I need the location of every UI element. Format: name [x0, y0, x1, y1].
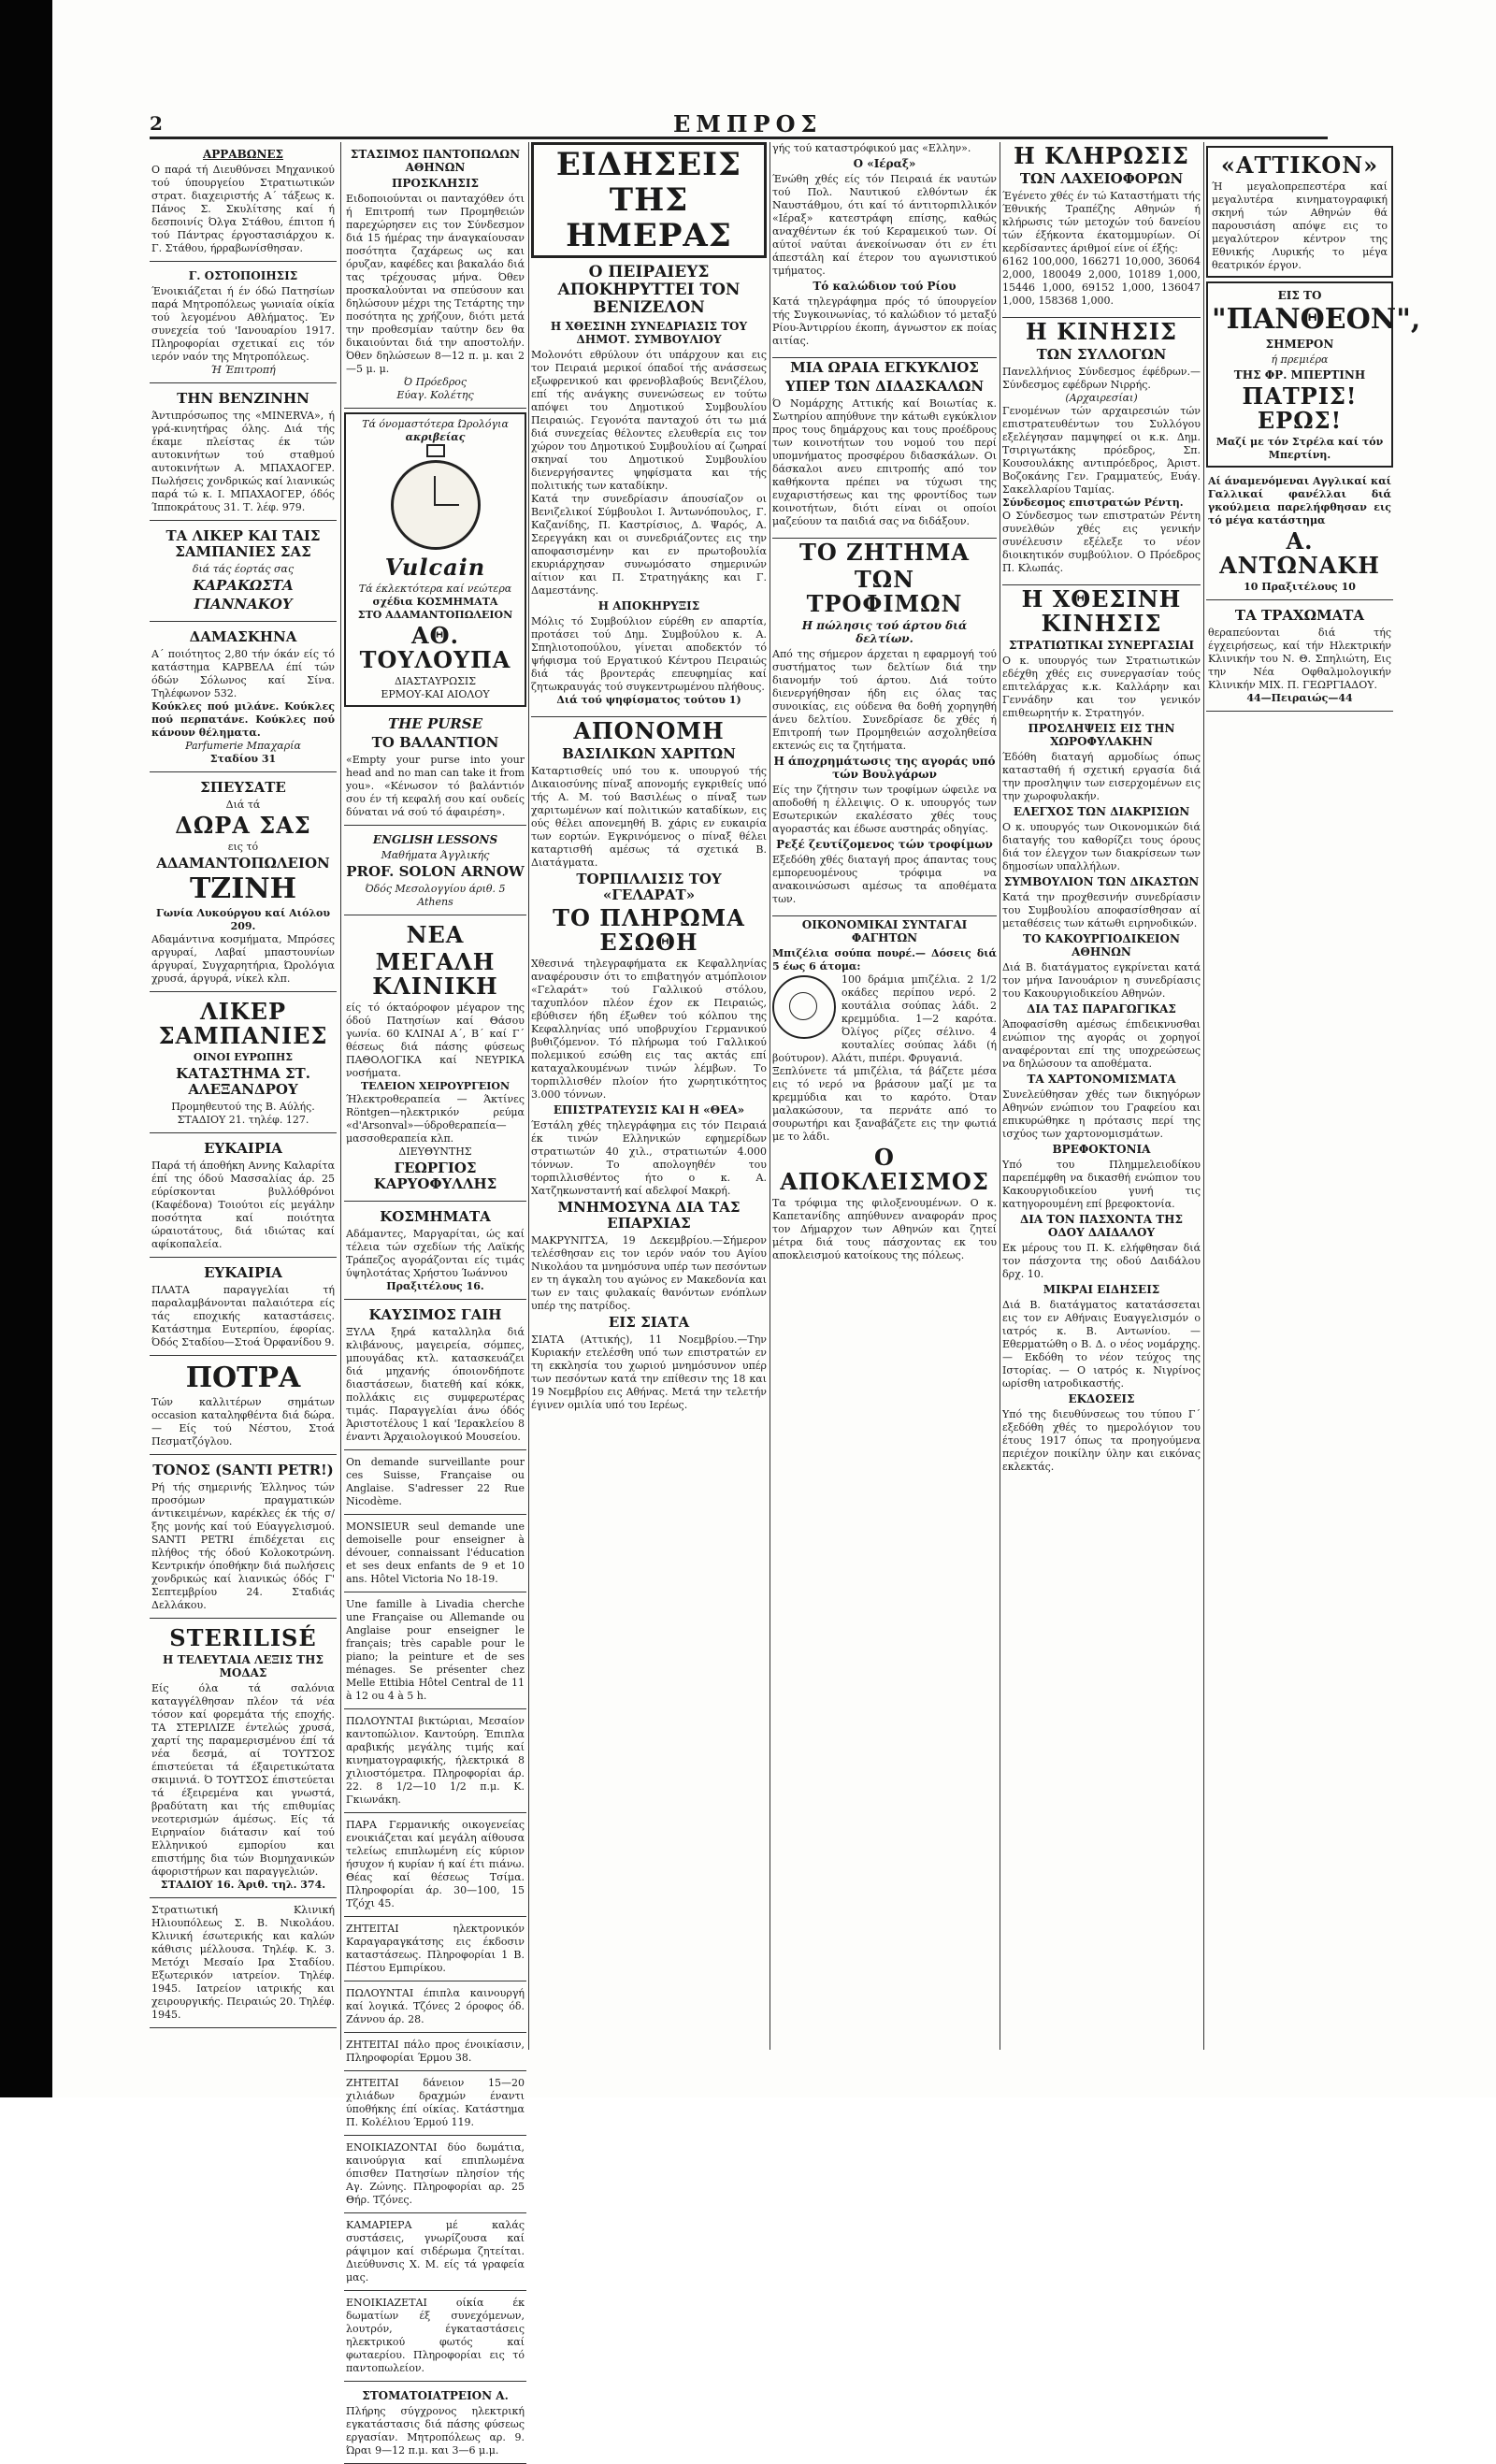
classified-text: MONSIEUR seul demande une demoiselle pour enseigner à dévouer, connaissant l'éducation et ses deux enfants de 9 et 10 ans. Hôtel Victoria No 18-19.: [346, 1520, 525, 1585]
ad-slogan: Τά όνομαστότερα Ώρολόγια: [362, 418, 509, 430]
classified-text: ΕΝΟΙΚΙΑΖΟΝΤΑΙ δύο δωμάτια, καινούργια καί επιπλωμένα όπισθεν Πατησίων πλησίον τής Αγ. Ζώνης. Πληροφορίαι αρ. 25 Θήρ. Τζόνες.: [346, 2141, 525, 2206]
ad-brand: Vulcain: [384, 554, 486, 581]
classified-fr-3: [344, 1594, 526, 1709]
article-heading: ΔΙΑ ΤΑΣ ΠΑΡΑΓΩΓΙΚΑΣ: [1027, 1002, 1176, 1016]
ad-title: STERILISÉ: [169, 1624, 317, 1651]
ad-title: ΤΟΝΟΣ (SANTI PETR!): [152, 1462, 334, 1478]
column-rule: [528, 142, 529, 2050]
article-heading: Η ΚΛΗΡΩΣΙΣ: [1014, 142, 1189, 169]
article-paragraph: Μόλις τό Συμβούλιον εύρέθη εν απαρτία, προτάσει τού Δημ. Συμβούλου κ. Α. Σπηλιοτοπούλου, γίνεται αποδεκτόν τό ψήφισμα τού Εργατικού Κέντρου Πειραιώς διά τάς βροντεράς επευφημίας καί ζητωκραυγάς τού συγκεντρωμένου πλήθους.: [531, 615, 767, 693]
ad-subtitle: Η ΤΕΛΕΥΤΑΙΑ ΛΕΞΙΣ ΤΗΣ ΜΟΔΑΣ: [163, 1653, 324, 1679]
article-paragraph: Είς την ζήτησιν των τροφίμων ώφειλε να αποδοθή η έλλειψις. Ο κ. υπουργός των Εσωτερικών εκαλέσατο χθές τους αγοραστάς και έδωσε αυστηράς οδηγίας.: [772, 784, 997, 835]
article-paragraph: Υπό του Πλημμελειοδίκου παρεπέμφθη να δικασθή ενώπιον του Κακουργιοδικείου γυνή τις κατηγορουμένη επί βρεφοκτονία.: [1002, 1159, 1201, 1210]
ad-address: Όδός Μεσολογγίου άριθ. 5 Athens: [365, 883, 506, 908]
ad-text: Ή μεγαλοπρεπεστέρα καί μεγαλυτέρα κινηματογραφική σκηνή τών Αθηνών θά παρουσιάση απόψε εις το μεγαλύτερον κέντρον της Εθνικής Λυρικής το μέγα θεατρικόν έργον.: [1212, 180, 1388, 271]
ad-address: ΣΤΑΔΙΟΥ 16. Άριθ. τηλ. 374.: [160, 1879, 326, 1891]
article-heading: ΤΩΝ ΤΡΟΦΙΜΩΝ: [806, 566, 963, 617]
article-heading: ΕΚΔΟΣΕΙΣ: [1068, 1392, 1135, 1405]
ad-address: Προμηθευτού της Β. Αύλής. ΣΤΑΔΙΟΥ 21. τηλέφ. 127.: [171, 1101, 315, 1126]
ad-text: είς τό όκταόροφον μέγαρον της όδού Πατησίων καί Θάσου γωνία. 60 ΚΛΙΝΑΙ Α΄, Β΄ καί Γ΄ θέσεως διά πάσης φύσεως ΠΑΘΟΛΟΓΙΚΑ καί ΝΕΥΡΙΚΑ νοσήματα.: [346, 1001, 525, 1079]
column-3: [531, 142, 767, 2050]
notice-text: Ειδοποιούνται οι πανταχόθεν ότι ή Επιτροπή των Προμηθειών παρεχώρησεν εις τον Σύνδεσμον διά 15 ήμέρας την άναγκαίουσαν ποσότητα ζαχάρεως ως και όρυζαν, καφέδες και βακαλάο διά τας τρέχουσας μήνα. Όθεν προσκαλούνται να σπεύσουν και δηλώσουν μέχρι της Τετάρτης την ποσότητα ης χρήζουν, διότι μετά την προθεσμίαν ταύτην δεν θα δικαιούνται διά την αποστολήν. Όθεν δηλώσεων 8—12 π. μ. και 2—5 μ. μ.: [346, 193, 525, 375]
ad-subtitle: ΔΙΕΥΘΥΝΤΗΣ: [398, 1146, 472, 1158]
ad-address: Πραξιτέλους 16.: [386, 1280, 484, 1292]
column-2: [344, 142, 526, 2457]
article-paragraph: Πανελλήνιος Σύνδεσμος έφέδρων.— Σύνδεσμος εφέδρων Νιρρής.: [1002, 366, 1201, 391]
trachoma-ad: [1206, 602, 1393, 712]
ad-subtitle: Μαθήματα Άγγλικής: [381, 849, 490, 861]
article-paragraph: Κατά τηλεγράφημα πρός τό ύπουργείον τής Συγκοινωνίας, τό καλώδιον τό μεταξύ Ρίου-Άντιρρίου έκοπη, άγνωστον εκ ποίας αιτίας.: [772, 295, 997, 347]
article-paragraph: ΣΙΑΤΑ (Αττικής), 11 Νοεμβρίου.—Την Κυριακήν ετελέσθη υπό των επιστρατών εν τη εκκλησία του χωριού μνημόσυνον υπέρ των πεσόντων κατά την επίθεσιν της 18 και 19 Νοεμβρίου εις Αθήνας. Μετά την τελετήν έγινεν ομιλία υπό του Ιερέως.: [531, 1333, 767, 1411]
watch-ad: [344, 412, 526, 707]
notice-text: Ένοικιάζεται ή έν όδώ Πατησίων παρά Μητροπόλεως γωνιαία οίκία τού λεγομένου Αθλήματος. Έν συνεχεία τού 'Ιανουαρίου 1917. Πληροφορίαι σχετικαί εις τόν ιερόν ναόν της Μητροπόλεως.: [151, 285, 335, 363]
ad-text: ΞΥΛΑ ξηρά καταλληλα διά κλιβάνους, μαγειρεία, σόμπες, μπουγάδας κτλ. κατασκευάζει διά μηχανής όποιονδήποτε διαστάσεων, διατεθή καί κόκκ, πολλάκις εις συμφερωτέρας τιμάς. Παραγγελίαι άνω όδός Άριστοτέλους 1 καί 'Ιερακλείου 8 έναντι Άρχαιολογικού Μουσείου.: [346, 1326, 525, 1443]
ad-address: Σταδίου 31: [209, 753, 277, 765]
dentist-ad: [344, 2384, 526, 2464]
ad-shop: Α. ΑΝΤΩΝΑΚΗ: [1219, 527, 1380, 579]
article-heading: Η ΚΙΝΗΣΙΣ: [1026, 318, 1177, 345]
ad-text: Α΄ ποιότητος 2,80 τήν όκάν είς τό κατάστημα ΚΑΡΒΕΛΑ έπί τών όδών Σόλωνος καί Σίνα. Τηλέφωνον 532.: [151, 648, 335, 699]
plums-ad: [150, 624, 337, 772]
ad-title: ΤΑ ΤΡΑΧΩΜΑΤΑ: [1234, 607, 1365, 624]
ad-subtitle: ΤΕΛΕΙΟΝ ΧΕΙΡΟΥΡΓΕΙΟΝ: [360, 1080, 511, 1092]
ad-address: 10 Πραξιτέλους 10: [1244, 581, 1356, 593]
article-paragraph: Ο κ. υπουργός των Οικονομικών διά διαταγής του καθορίζει τους όρους διά τον έλεγχον των διακρίσεων των δημοσίων υπαλλήλων.: [1002, 821, 1201, 872]
ad-title: ΤΟ ΒΑΛΑΝΤΙΟΝ: [371, 734, 499, 751]
firewood-ad: [344, 1302, 526, 1450]
article-heading: ΤΟ ΖΗΤΗΜΑ: [798, 539, 971, 566]
article-heading: ΤΩΝ ΣΥΛΛΟΓΩΝ: [1036, 346, 1167, 363]
article-heading: Η ΑΠΟΚΗΡΥΞΙΣ: [597, 599, 700, 612]
ad-title: "ΠΑΝΘΕΟΝ",: [1212, 303, 1421, 336]
notice-signature: Εύαγ. Κολέτης: [396, 389, 474, 401]
article-paragraph: Ο κ. υπουργός των Στρατιωτικών εδέχθη χθές εις συνεργασίαν τούς επιτελάρχας κ.κ. Καλλάρην και Γεννάδην και τον γενικόν επιθεωρητήν κ. Στρατηγόν.: [1002, 655, 1201, 719]
separator: [772, 348, 997, 358]
article-paragraph: Ένώθη χθές είς τόν Πειραιά έκ ναυτών τού Πολ. Ναυτικού ελθόντων έκ Ναυστάθμου, ότι καί τό άντιτορπιλλικόν «Ιέραξ» κατεστράφη επίσης, καθώς αναχθέντων έκ τού Κεραμεικού των. Οί αύτοί ναύται άνεκοίνωσαν ότι εν έτι άπεστάλη καί έτερον του αγωνιστικού τμήματος.: [772, 173, 997, 277]
ad-text: Αδάμαντες, Μαργαρίται, ώς καί τέλεια τών σχεδίων τής Λαϊκής Τράπεζος αγοράζονται είς τιμάς ύψηλοτάτας Χρήστου Ίωάννου: [346, 1228, 525, 1279]
article-heading: Ρεξέ ζευτίζομενος τών τροφίμων: [776, 838, 993, 851]
recipe-title: Μπιζέλια σούπα πουρέ.— Δόσεις διά 5 έως 6 άτομα:: [772, 947, 997, 973]
ad-title: «ΑΤΤΙΚΟΝ»: [1220, 151, 1379, 179]
article-paragraph: Μολονότι εθρύλουν ότι υπάρχουν και εις τον Πειραιά μερικοί όπαδοί τής ανάσσεως εξωφρενικού και φρενοβλαβούς Βενιζέλου, επί τής ανάγκης συνενώσεως εν τούτω απόψει του Δημοτικού Συμβουλίου Πειραιώς. Γεγονότα πανταχού ότι τω μιά διά συνεχείας θέλοντες ελευθερία εις τον χώρον του Δημοτικού Συμβουλίου αί ζωηραί σκηναί του Δημοτικού Συμβουλίου διενεργήσαντες ψηφίσματα και τής πολιτικής των καταδίκην.: [531, 349, 767, 492]
classified-fr-2: [344, 1517, 526, 1592]
separator: [772, 528, 997, 539]
column-4: [772, 142, 997, 2050]
article-paragraph: Ο Σύνδεσμος των επιστρατών Ρέντη συνελθών χθές εις γενικήν συνέλευσιν εξέλεξε το νέον διοικητικόν συμβούλιον. Ο Πρόεδρος Π. Κλωπάς.: [1002, 510, 1201, 574]
ad-text: Είς όλα τά σαλόνια καταγγέλθησαν πλέον τά νέα τόσον καί φορεμάτα τής εποχής. ΤΑ ΣΤΕΡΙΛΙΖΕ έντελώς χρυσά, χαρτί της παραμερισμένου έπί τά νέα δεσμά, αί ΤΟΥΤΣΟΣ έπιστεύεται τά έξαιρετικώτατα σκιμινιά. Ό ΤΟΥΤΣΟΣ έπιστεύεται τά έξειρεμένα και γνωστά, βραδύτατη και τής επιθυμίας νεοτερισμών άμέσως. Είς τά Ειρηναίον διάτασιν καί τού Ελληνικού εμπορίου και επιστήμης δια τών Βιομηχανικών άφοριστήρων και παραγγελιών.: [151, 1682, 335, 1878]
classified-7: [344, 2138, 526, 2213]
ad-title: ΠΟΤΡΑ: [185, 1362, 301, 1394]
ad-line: ΕΙΣ ΤΟ: [1277, 289, 1322, 302]
classified-text: ΠΑΡΑ Γερμανικής οικογενείας ενοικιάζεται καί μεγάλη αίθουσα τελείως επιπλωμένη είς κύριον ήσυχον ή κυρίαν ή καί έτι πιάνω. Θέας καί θέσεως Τσίμα. Πληροφορίαι άρ. 30—100, 15 Τζόχι 45.: [346, 1819, 525, 1909]
notice-text: Ο παρά τή Διευθύνσει Μηχανικού τού ύπουργείου Στρατιωτικών στρατ. διαχειριστής Α΄ τάξεως κ. Πάνος Σ. Σκυλίτσης καί ή δεσποινίς Όλγα Στάθου, έπιτοπ ή τού Πάντρας έργοστασιάρχου κ. Γ. Στάθου, ήρραβωνίσθησαν.: [151, 164, 335, 254]
benzine-ad: [150, 385, 337, 521]
separator: [531, 707, 767, 717]
article-heading: ΒΑΣΙΛΙΚΩΝ ΧΑΡΙΤΩΝ: [562, 745, 736, 762]
pocket-watch-icon: [391, 460, 481, 550]
article-heading: ΕΙΣ ΣΙΑΤΑ: [608, 1314, 690, 1331]
article-subheading: Σύνδεσμος επιστρατών Ρέντη.: [1002, 497, 1184, 509]
article-paragraph: Γενομένων τών αρχαιρεσιών τών επιστρατευθέντων του Συλλόγου εξελέγησαν παμψηφεί οι κ.κ. Δημ. Τσιριγωτάκης πρόεδρος, Σπ. Κουσουλάκης αντιπρόεδρος, Άριστ. Βοζοκάνης Γεν. Γραμματεύς, Ευάγ. Σακελλαρίου Ταμίας.: [1002, 405, 1201, 496]
classified-text: ΖΗΤΕΙΤΑΙ δάνειον 15—20 χιλιάδων δραχμών έναντι ύποθήκης έπί οίκίας. Κατάστημα Π. Κολέλιου Έρμού 119.: [346, 2077, 525, 2128]
masthead: [150, 110, 1328, 139]
ad-address: 44—Πειραιώς—44: [1246, 692, 1353, 704]
ad-text: ΠΛΑΤΑ παραγγελίαι τή παραλαμβάνονται παλαιότερα είς τάς εποχικής καταστάσεις. Κατάστημα Ευτερπίου, έφορίας. Όδός Σταδίου—Στοά Όρφανίδου 9.: [151, 1284, 335, 1348]
article-heading: ΜΝΗΜΟΣΥΝΑ ΔΙΑ ΤΑΣ ΕΠΑΡΧΙΑΣ: [557, 1199, 741, 1232]
article-heading: ΟΙΚΟΝΟΜΙΚΑΙ ΣΥΝΤΑΓΑΙ ΦΑΓΗΤΩΝ: [801, 918, 968, 944]
article-heading: ΕΛΕΓΧΟΣ ΤΩΝ ΔΙΑΚΡΙΣΙΩΝ: [1013, 805, 1190, 818]
article-paragraph: Καταρτισθείς υπό του κ. υπουργού τής Δικαιοσύνης πίναξ απονομής εγκριθείς υπό τής Α. Μ. τού Βασιλέως ο πίναξ των χαριτωμένων καί πολιτικών καταδίκων, εις ούς θέλει απονεμηθή Β. χάρις εν ευκαιρία των εορτών. Εγκρινόμενος ο πίναξ θέλει καταρτισθή αμέσως τά σχετικά Β. Διατάγματα.: [531, 765, 767, 869]
ad-text: Άντιπρόσωπος της «MINERVA», ή γρά-κινητήρας όλης. Διά τής έκαμε πλείστας έκ τών αυτοκινήτων τού σταθμού αυτοκινήτων Α. ΜΠΑΧΑΟΓΕΡ. Πωλήσεις χονδρικώς καί λιανικώς παρά τώ κ. Ι. ΜΠΑΧΑΟΓΕΡ, όδός Ίπποκράτους 31. Τ. λέφ. 979.: [151, 410, 336, 513]
ad-name: ΓΕΩΡΓΙΟΣ ΚΑΡΥΟΦΥΛΛΗΣ: [373, 1160, 497, 1192]
ad-line: Μαζί με τόν Στρέλα καί τόν Μπερτίνη.: [1216, 436, 1384, 461]
liqueur-shop-ad: [150, 994, 337, 1133]
ad-subtitle: διά τάς έορτάς σας: [192, 563, 295, 575]
grocers-notice: [344, 142, 526, 409]
ad-title: ΛΙΚΕΡ ΣΑΜΠΑΝΙΕΣ: [158, 998, 328, 1049]
article-paragraph: Έδόθη διαταγή αρμοδίως όπως κατασταθή ή σχετική εργασία διά την προσληψιν των εισερχομένων εις την χωροφυλακήν.: [1002, 751, 1201, 802]
new-clinic-ad: [344, 917, 526, 1202]
column-5: [1002, 142, 1201, 2050]
ad-title: ΝΕΑ: [406, 921, 465, 948]
article-paragraph: Άποφασίσθη αμέσως έπιδεικνυσθαι ενώπιον της αγοράς οι χορηγοί αναφέρονται επί της υποχρεώσεως να δηλώσουν τα αποθέματα.: [1002, 1018, 1201, 1070]
article-heading: ΤΟ ΠΛΗΡΩΜΑ ΕΣΩΘΗ: [553, 904, 745, 956]
sterilise-ad: [150, 1621, 337, 1898]
ad-title: ENGLISH LESSONS: [372, 833, 498, 846]
ad-line: ΣΤΟ ΑΔΑΜΑΝΤΟΠΩΛΕΙΟΝ: [357, 609, 513, 621]
ad-title: ΕΥΚΑΙΡΙΑ: [204, 1264, 282, 1281]
article-paragraph: Χθεσινά τηλεγραφήματα εκ Κεφαλληνίας αναφέρουσιν ότι το επιβατηγόν ατμόπλοιον «Γελαράτ» τού Γαλλικού στόλου, ταχυπλόον πλέον έχον εκ Πειραιώς, εβύθισεν ήδη έξωθεν τού κόλπου της Κεφαλληνίας υπό υποβρυχίου Γερμανικού βυθιζόμενον. Τό πλήρωμα τού Γαλλικού πολεμικού εσώθη εις τας ακτάς επί καταχαλκουμένων τινών λέμβων. Το τορπιλλισθέν πλοίον ήτο χωρητικότητος 3.000 τόννων.: [531, 958, 767, 1101]
ad-title: ΔΑΜΑΣΚΗΝΑ: [189, 628, 297, 645]
ad-line: Τά έκλεκτότερα καί νεώτερα: [358, 583, 512, 595]
article-heading: ΥΠΕΡ ΤΩΝ ΔΙΔΑΣΚΑΛΩΝ: [784, 378, 985, 395]
ad-title: ΣΤΟΜΑΤΟΙΑΤΡΕΙΟΝ Α.: [362, 2389, 509, 2402]
attikon-ad: [1206, 146, 1393, 278]
article-heading: Ο «Ιέραξ»: [853, 157, 916, 170]
purse-ad: [344, 711, 526, 826]
jeweller-ad: [150, 774, 337, 992]
engagement-notice: [150, 142, 337, 262]
article-paragraph: Συνελεύθησαν χθές των δικηγόρων Αθηνών ενώπιον του Γραφείου και επικυρώθηκε η πρότασις περί της ισχύος των χαρτονομισμάτων.: [1002, 1088, 1201, 1140]
separator: [772, 906, 997, 916]
binding-shadow: [0, 0, 52, 2097]
ad-title: ΤΗΝ ΒΕΝΖΙΝΗΝ: [177, 390, 309, 407]
ad-text: Στρατιωτική Κλινική Ηλιουπόλεως Σ. Β. Νικολάου. Κλινική έσωτερικής και καλών κάθισις μέλλουσα. Τηλέφ. Κ. 3. Μετόχι Μεσαίο Ιρα Σταδίου. Εξωτερικόν ιατρείον. Τηλέφ. 1945. Ιατρείον ιατρικής και χειρουργικής. Πειραιώς 20. Τηλέφ. 1945.: [151, 1904, 335, 2021]
pantheon-ad: [1206, 281, 1421, 468]
article-paragraph: Τα τρόφιμα της φιλοξενουμένων. Ο κ. Καπετανίδης απηύθυνεν αναφοράν προς τον Δήμαρχον των Αθηνών και ζητεί μέτρα διά τους πάσχοντας εκ του αποκλεισμού κατοίκους της πόλεως.: [772, 1197, 997, 1261]
article-heading: Τό καλώδιον τού Ρίου: [813, 280, 957, 293]
article-heading: ΜΙΚΡΑΙ ΕΙΔΗΣΕΙΣ: [1043, 1283, 1160, 1296]
tuna-ad: [150, 1457, 337, 1619]
ad-text: Ήλεκτροθεραπεία — Άκτίνες Röntgen—ηλεκτρικόν ρεύμα «d'Arsonval»—ύδροθεραπεία—μασσοθεραπεία κλπ.: [346, 1093, 525, 1145]
classified-text: On demande surveillante pour ces Suisse, Française ou Anglaise. S'adresser 22 Rue Nicodème.: [346, 1456, 525, 1507]
article-heading: ΤΩΝ ΛΑΧΕΙΟΦΟΡΩΝ: [1019, 170, 1184, 187]
lead-headline: Ο ΠΕΙΡΑΙΕΥΣ ΑΠΟΚΗΡΥΤΤΕΙ ΤΟΝ ΒΕΝΙΖΕΛΟΝ: [557, 263, 741, 317]
jewelry-buy-ad: [344, 1203, 526, 1300]
article-paragraph: Κατά την προχθεσινήν συνεδρίασιν του Συμβουλίου αποφασίσθησαν αί μεταθέσεις των κάτωθι ειρηνοδικών.: [1002, 891, 1201, 929]
ad-line: ΤΗΣ ΦΡ. ΜΠΕΡΤΙΝΗ: [1233, 368, 1366, 382]
newspaper-title: ΕΜΠΡΟΣ: [673, 110, 823, 137]
recipe-method: Ξεπλύνετε τά μπιζέλια, τά βάζετε μέσα εις τό νερό να βράσουν μαζί με τα κρεμμύδια και το καρότο. Όταν μαλακώσουν, τα περνάτε από το σουρωτήρι και ξαναβάζετε εις την φωτιά με το λάδι.: [772, 1065, 997, 1143]
liqueur-ad: [150, 523, 337, 622]
ad-title: ΤΑ ΛΙΚΕΡ ΚΑΙ ΤΑΙΣ ΣΑΜΠΑΝΙΕΣ ΣΑΣ: [165, 527, 321, 560]
page-number: 2: [150, 112, 163, 135]
ad-title: THE PURSE: [387, 715, 483, 732]
article-heading: Ο ΑΠΟΚΛΕΙΣΜΟΣ: [780, 1144, 989, 1195]
article-paragraph: Έγένετο χθές έν τώ Καταστήματι τής Έθνικής Τραπέζης Αθηνών ή κλήρωσις τών μετοχών τού δανείου τών έξήκοντα έκατομμυρίων. Οί κερδίσαντες άριθμοί είνε οί έξής:: [1002, 190, 1201, 254]
article-heading: Η ΧΘΕΣΙΝΗ ΚΙΝΗΣΙΣ: [1021, 585, 1182, 637]
ad-title: ΣΠΕΥΣΑΤΕ: [200, 779, 286, 796]
classified-text: Une famille à Livadia cherche une Française ou Allemande ou Anglaise pour enseigner le français; très capable pour le piano; la peinture et de ses ménages. Se présenter chez Melle Ettibia Hôtel Central de 11 à 12 ou 4 à 5 h.: [346, 1598, 525, 1702]
ad-name: ΓΙΑΝΝΑΚΟΥ: [194, 596, 293, 612]
ad-line: ΣΗΜΕΡΟΝ: [1265, 338, 1334, 351]
classified-4: [344, 1983, 526, 2033]
article-paragraph: Εκ μέρους του Π. Κ. ελήφθησαν διά τον πάσχοντα της οδού Δαιδάλου δρχ. 10.: [1002, 1242, 1201, 1280]
ad-list: Κούκλες πού μιλάνε. Κούκλες πού περπατάνε. Κούκλες πού κάνουν θέληματα.: [151, 700, 335, 739]
english-lessons-ad: [344, 828, 526, 915]
lead-subheadline: Η ΧΘΕΣΙΝΗ ΣΥΝΕΔΡΙΑΣΙΣ ΤΟΥ ΔΗΜΟΤ. ΣΥΜΒΟΥΛΙΟΥ: [550, 320, 748, 346]
ad-text: Παρά τή άποθήκη Αννης Καλαρίτα έπί της όδού Μασσαλίας άρ. 25 εύρίσκονται βυλλόθρόνοι (Καφέδονα) Τοιούτοι είς μεγάλην ποσότητα καί ποιότητα ώραιοτάτους, διά ιδιώτας καί αφίκοπαλεία.: [151, 1160, 335, 1250]
article-paragraph: ΜΑΚΡΥΝΙΤΣΑ, 19 Δεκεμβρίου.—Σήμερον τελέσθησαν εις τον ιερόν ναόν του Αγίου Νικολάου τα μνημόσυνα υπέρ των πεσόντων εν τη άγκαλη του αγώνος εν Μακεδονία και των εν ταις φυλακαίς θανόντων ενόπλων υπέρ της πατρίδος.: [531, 1234, 767, 1312]
potra-ad: [150, 1358, 337, 1455]
ad-address: ΕΡΜΟΥ-ΚΑΙ ΑΙΟΛΟΥ: [381, 688, 490, 700]
article-heading: ΔΙΑ ΤΟΝ ΠΑΣΧΟΝΤΑ ΤΗΣ ΟΔΟΥ ΔΑΙΔΑΛΟΥ: [1020, 1213, 1183, 1239]
notice-signature: Ή Έπιτροπή: [210, 364, 276, 376]
ad-line: ΔΙΑΣΤΑΥΡΩΣΙΣ: [395, 675, 476, 687]
article-paragraph: Διά Β. διατάγματος κατατάσσεται εις τον εν Αθήναις Ευαγγελισμόν ο ιατρός κ. Β. Αντωνίου. — Εθερματώθη ο Β. Δ. ο νέος νομάρχης. — Εκδόθη το νέον τεύχος της Ιστορίας. — Ο ιατρός κ. Νιγρίνος ωρίσθη ιατροδικαστής.: [1002, 1299, 1201, 1390]
classified-text: ΠΩΛΟΥΝΤΑΙ βικτώριαι, Μεσαίον καντοπώλιον. Καντούρη. Έπιπλα αραβικής μεγάλης τιμής καί κινηματογραφικής, ήλεκτρικά 8 χιλιοστόμετρα. Πληροφορίαι άρ. 22. 8 1/2—10 1/2 π.μ. Κ. Γκιωνάκη.: [346, 1715, 525, 1806]
classified-5: [344, 2035, 526, 2071]
article-paragraph: Ό Νομάρχης Αττικής καί Βοιωτίας κ. Σωτηρίου απηύθυνε την κάτωθι εγκύκλιον προς τους δημάρχους και τους προέδρους των κοινοτήτων του νομού του περί υπομνήματος προσφέρου διδασκάλων. Οι δάσκαλοι ανευ επιτροπής από τον καθήκοντα πρέπει να τύχωσι της ευχαριστήσεως και της φροντίδος των κοινοτήτων, διότι είναι οι οποίοι μαζεύουν τα παιδιά σας να διδάξουν.: [772, 397, 997, 527]
ad-subtitle: ΟΙΝΟΙ ΕΥΡΩΠΗΣ: [193, 1051, 294, 1063]
ad-title: ΜΕΓΑΛΗ ΚΛΙΝΙΚΗ: [372, 948, 498, 1000]
classified-text: ΖΗΤΕΙΤΑΙ ηλεκτρονικόν Καραγαραγκάτσης εις έκδοσιν καταστάσεως. Πληροφορίαι 1 Β. Πέστου Εμπιρίκου.: [346, 1923, 525, 1974]
classified-text: ΚΑΜΑΡΙΕΡΑ μέ καλάς συστάσεις, γνωρίζουσα καί ράψιμον καί σιδέρωμα ζητείται. Διεύθυνσις Χ. Μ. είς τά γραφεία μας.: [346, 2219, 525, 2284]
ad-text: θεραπεύονται διά τής έγχειρήσεως, καί τήν Ηλεκτρικήν Κλινικήν του Ν. Θ. Σπηλιώτη, Εις την Νέα Οφθαλμολογικήν Κλινικήν ΜΙΧ. Π. ΓΕΩΡΓΙΑΔΟΥ.: [1208, 627, 1391, 691]
ad-line: ΔΩΡΑ ΣΑΣ: [175, 812, 311, 839]
article-paragraph: Από της σήμερον άρχεται η εφαρμογή τού συστήματος των δελτίων διά την διανομήν τού άρτου. Διά τούτο διενεργήθησαν ήδη εις όλας τας συνοικίας, εις ούδενα θα δοθή χορηγηθή άνευ δελτίου. Συνεδρίασε δε χθές ή Επιτροπή των Προμηθειών ασχοληθείσα εκτενώς εις τα ζητήματα.: [772, 648, 997, 752]
notice-title: ΑΡΡΑΒΩΝΕΣ: [202, 148, 284, 161]
ad-title: ΚΑΥΣΙΜΟΣ ΓΑΙΗ: [368, 1306, 502, 1323]
classified-9: [344, 2293, 526, 2382]
clinic-ad: [150, 1900, 337, 2028]
article-paragraph: Υπό της διευθύνσεως του τύπου Γ΄ εξεδόθη χθές το ημερολόγιον του έτους 1917 όπως τα προηγούμενα περιέχον ποικίλην ύλην και εικόνας εκλεκτάς.: [1002, 1408, 1201, 1473]
ad-shop: Parfumerie Μπαχαρία: [185, 740, 301, 752]
ad-title: ΕΥΚΑΙΡΙΑ: [204, 1140, 282, 1157]
ad-subtitle: Διά τά: [225, 799, 261, 811]
classified-8: [344, 2215, 526, 2291]
article-heading: ΤΑ ΧΑΡΤΟΝΟΜΙΣΜΑΤΑ: [1027, 1073, 1176, 1086]
ad-line: εις τό: [227, 841, 259, 853]
classified-3: [344, 1919, 526, 1981]
ad-line: ή πρεμιέρα: [1271, 353, 1329, 366]
ad-title: ΚΟΣΜΗΜΑΤΑ: [380, 1208, 491, 1225]
classified-1: [344, 1711, 526, 1813]
column-1: [150, 142, 337, 2050]
ad-line: ΑΔΑΜΑΝΤΟΠΩΛΕΙΟΝ: [156, 855, 330, 872]
ad-name: ΚΑΡΑΚΩΣΤΑ: [193, 577, 294, 594]
classified-text: ΠΩΛΟΥΝΤΑΙ έπιπλα καινουργή καί λογικά. Τζόνες 2 όροφος όδ. Ζάννου άρ. 28.: [346, 1987, 525, 2025]
article-subheading: (Αρχαιρεσίαι): [1065, 392, 1138, 404]
article-heading: ΤΟ ΚΑΚΟΥΡΓΙΟΔΙΚΕΙΟΝ ΑΘΗΝΩΝ: [1023, 932, 1180, 958]
bargain-ad-1: [150, 1135, 337, 1258]
classified-text: ΖΗΤΕΙΤΑΙ πάλο προς ένοικίασιν, Πληροφορίαι Έρμου 38.: [346, 2039, 525, 2064]
classified-fr-1: [344, 1452, 526, 1515]
classified-6: [344, 2073, 526, 2136]
notice-title: ΣΤΑΣΙΜΟΣ ΠΑΝΤΟΠΩΛΩΝ ΑΘΗΝΩΝ: [350, 148, 521, 174]
article-heading: ΠΡΟΣΛΗΨΕΙΣ ΕΙΣ ΤΗΝ ΧΩΡΟΦΥΛΑΚΗΝ: [1028, 722, 1175, 748]
notice-title: Γ. ΟΣΤΟΠΟΙΗΣΙΣ: [188, 269, 298, 282]
ad-brand: ΤΖΙΝΗ: [189, 872, 297, 905]
article-paragraph: Κατά την συνεδρίασιν άπουσίαζον οι Βενιζελικοί Σύμβουλοι Ι. Άντωνόπουλος, Γ. Καζανίδης, Π. Καστρίσιος, Δ. Ψαρός, Α. Σερεγγάκη και οι συνεδριάζοντες εις την αποφασισμένην και εν πρωτοβουλία εκυριάρχησαν συνωμόσατο σημερινών αίτιον και Π. Στρατηγάκης και Γ. Δαμεστάνης.: [531, 493, 767, 597]
column-rule: [1203, 142, 1204, 2050]
classified-text: ΕΝΟΙΚΙΑΖΕΤΑΙ οίκία έκ δωματίων έξ συνεχόμενων, λουτρόν, έγκαταστάσεις ηλεκτρικού φωτός καί φωταερίου. Πληροφορίαι εις τό παντοπωλείον.: [346, 2297, 525, 2374]
bargain-ad-2: [150, 1260, 337, 1356]
article-heading: ΕΠΙΣΤΡΑΤΕΥΣΙΣ ΚΑΙ Η «ΘΕΑ»: [553, 1103, 745, 1117]
ad-feature: ΠΑΤΡΙΣ! ΕΡΩΣ!: [1242, 382, 1358, 434]
ad-text: Πλήρης σύγχρονος ηλεκτρική εγκατάστασις διά πάσης φύσεως εργασίαν. Μητροπόλεως αρ. 9. Ώραι 9—12 π.μ. και 3—6 μ.μ.: [346, 2405, 525, 2457]
ad-name: PROF. SOLON ARNOW: [346, 863, 525, 880]
ad-shop: ΑΘ. ΤΟΥΛΟΥΠΑ: [359, 622, 511, 673]
flannel-ad: [1206, 471, 1393, 600]
article-subheading: Η πώλησις τού άρτου διά δελτίων.: [801, 619, 968, 645]
article-heading: ΣΥΜΒΟΥΛΙΟΝ ΤΩΝ ΔΙΚΑΣΤΩΝ: [1003, 875, 1200, 888]
separator: [1002, 308, 1201, 318]
article-heading: ΤΟΡΠΙΛΛΙΣΙΣ ΤΟΥ «ΓΕΛΑΡΑΤ»: [576, 871, 722, 903]
recipe-ingredients: 100 δράμια μπιζέλια. 2 1/2 οκάδες περίπου νερό. 2 κουτάλια σούπας λάδι. 2 κρεμμύδια. 1—2 καρότα. Όλίγος ρίζες σέλινο. 4 κουταλίες σούπας λάδι (ή βούτυρον). Αλάτι, πιπέρι. Φρυγανιά.: [772, 973, 997, 1064]
ad-text: Αδαμάντινα κοσμήματα, Μπρόσες αργυραί, Λαβαί μπαστουνίων άργυραί, Συγχαρητήρια, Ώρολόγια χρυσά, άργυρά, νίκελ κλπ.: [151, 933, 335, 985]
article-paragraph: Διά Β. διατάγματος εγκρίνεται κατά τον μήνα Ιανουάριον η συνεδρίασις του Κακουργιοδικείου Αθηνών.: [1002, 961, 1201, 1000]
ad-line: σχέδια ΚΟΣΜΗΜΑΤΑ: [372, 596, 498, 608]
seal-icon: [772, 975, 836, 1039]
rental-notice: [150, 264, 337, 383]
article-heading: Η άποχρημάτωσις της αγοράς υπό τών Βουλγάρων: [773, 755, 996, 781]
article-heading: ΣΤΡΑΤΙΩΤΙΚΑΙ ΣΥΝΕΡΓΑΣΙΑΙ: [1008, 639, 1195, 652]
article-paragraph: Διά τού ψηφίσματος τούτου 1): [556, 694, 741, 706]
article-paragraph: γής τού καταστρόφικού μας «Ελλην».: [772, 142, 971, 154]
section-banner: ΕΙΔΗΣΕΙΣ ΤΗΣ ΗΜΕΡΑΣ: [531, 142, 767, 258]
ad-text: Αί άναμενόμεναι Αγγλικαί καί Γαλλικαί φανέλλαι διά γκούλμεια παρελήφθησαν εις τό μέγα κατάστημα: [1208, 475, 1391, 526]
ad-text: Τών καλλιτέρων σημάτων occasion καταληφθέντα διά δώρα.— Είς τού Νέστου, Στοά Πεσματζόγλου.: [151, 1396, 335, 1448]
article-heading: ΜΙΑ ΩΡΑΙΑ ΕΓΚΥΚΛΙΟΣ: [790, 359, 979, 376]
ad-text: Ρή τής σημερινής Έλληνος τών προσόμων πραγματικών άντικειμένων, καρέκλες έκ τής σ/ξης μονής καί τού Εύαγγελισμού. SANTI PETRI έπιδέχεται εις πλήθος τής όδού Κολοκοτρώνη. Κεντρικήν όποθήκην διά πωλήσεις χονδρικώς καί λιανικώς όδός Γ' Σεπτεμβρίου 24. Σταδιάς Δελλάκου.: [151, 1481, 335, 1611]
article-paragraph: Εξεδόθη χθές διαταγή προς άπαντας τους εμπορευομένους τρόφιμα να ανακοινώσωσι αμέσως τα αποθέματα των.: [772, 854, 997, 905]
ad-text: «Empty your purse into your head and no man can take it from you». «Κένωσον τό βαλάντιόν σου έν τή κεφαλή σου καί ουδείς δύναται νά σού τό άφαιρέση».: [346, 754, 525, 818]
article-heading: ΑΠΟΝΟΜΗ: [573, 717, 725, 744]
column-6: [1206, 142, 1421, 2050]
ad-address: Γωνία Λυκούργου καί Αιόλου 209.: [155, 907, 331, 932]
notice-subtitle: ΠΡΟΣΚΛΗΣΙΣ: [392, 177, 479, 190]
classified-2: [344, 1815, 526, 1917]
ad-shop: ΚΑΤΑΣΤΗΜΑ ΣΤ. ΑΛΕΞΑΝΔΡΟΥ: [176, 1065, 310, 1098]
separator: [1002, 575, 1201, 585]
article-heading: ΒΡΕΦΟΚΤΟΝΙΑ: [1052, 1143, 1151, 1156]
column-rule: [340, 142, 341, 2050]
article-paragraph: Έστάλη χθές τηλεγράφημα εις τόν Πειραιά έκ τινών Ελληνικών εφημερίδων στρατιωτών 40 χιλ., στρατιωτών 4.000 τόννων. Το απολογηθέν του τορπιλλισθέντος ήτο ο κ. Α. Χατζηκωνσταντή καί αδελφοί Μακρή.: [531, 1119, 767, 1197]
notice-signature: Ό Πρόεδρος: [403, 376, 468, 388]
lottery-numbers: 6162 100,000, 166271 10,000, 36064 2,000, 180049 2,000, 10189 1,000, 15446 1,000, 69152 1,000, 136047 1,000, 158368 1,000.: [1002, 255, 1201, 307]
watch-crown-icon: [426, 444, 445, 457]
ad-word: ακριβείας: [405, 431, 466, 443]
